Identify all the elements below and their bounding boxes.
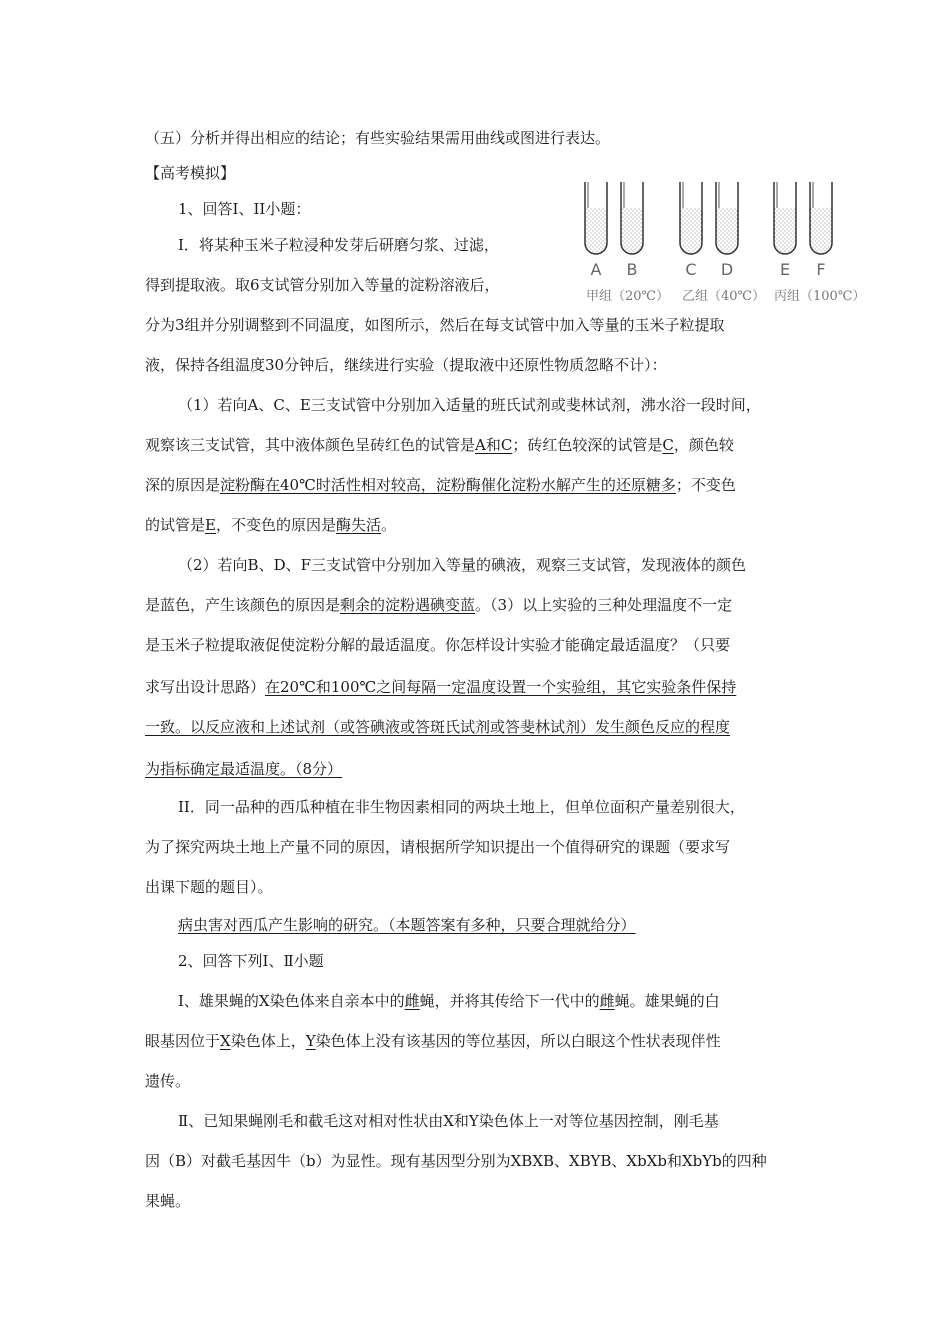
text-span: 眼基因位于 [145,1032,221,1050]
text-span: 观察该三支试管，其中液体颜色呈砖红色的试管是 [145,436,476,454]
group-label: 甲组（20℃） [586,289,670,304]
paragraph-line: 出课下题的题目）。 [145,878,273,896]
text-span: ；不变色 [675,476,736,494]
answer-blank: 雌 [404,992,420,1010]
text-span: 蝇，并将其传给下一代中的 [419,992,600,1010]
text-span: Ⅰ、雄果蝇的X染色体来自亲本中的 [178,992,405,1010]
tube-label-C: C [685,260,697,279]
text-span: 的试管是 [145,516,206,534]
answer-blank: X [220,1032,231,1050]
paragraph-line: 分为3组并分别调整到不同温度，如图所示，然后在每支试管中加入等量的玉米子粒提取 [145,316,725,334]
tube-label-F: F [816,260,826,279]
question-1-heading: 1、回答I、II小题： [178,200,311,218]
test-tube-F [810,182,832,254]
tube-label-A: A [590,260,602,279]
answer-blank: Y [305,1032,316,1050]
paragraph-line: 遗传。 [145,1072,191,1090]
answer-blank: 雌 [599,992,615,1010]
paragraph-line [145,1030,721,1052]
paragraph-line: 因（B）对截毛基因牛（b）为显性。现有基因型分别为XBXB、XBYB、XbXb和XbYb的四种 [145,1152,767,1170]
paragraph-line: I．将某种玉米子粒浸种发芽后研磨匀浆、过滤， [178,236,499,254]
text-span: 求写出设计思路） [145,678,266,696]
paragraph-line [145,594,732,616]
text-span: 深的原因是 [145,476,221,494]
text-span: ；砖红色较深的试管是 [512,436,663,454]
paragraph-line [145,514,396,536]
test-tube-D [716,182,738,254]
answer-blank: E [205,516,216,534]
group-label: 乙组（40℃） [682,289,766,304]
answer-blank: A和C [475,436,513,454]
paragraph-line: 得到提取液。取6支试管分别加入等量的淀粉溶液后， [145,276,500,294]
answer-blank: 淀粉酶在40℃时活性相对较高，淀粉酶催化淀粉水解产生的还原糖多 [220,476,676,494]
test-tube-A [585,182,607,254]
answer-line: 为指标确定最适温度。（8分） [145,760,343,778]
answer-line: 一致。以反应液和上述试剂（或答碘液或答斑氏试剂或答斐林试剂）发生颜色反应的程度 [145,718,731,736]
paragraph-line [145,434,734,456]
text-span: ，颜色较 [673,436,734,454]
section-heading: 【高考模拟】 [145,164,236,182]
test-tube-C [680,182,702,254]
paragraph-line: 为了探究两块土地上产量不同的原因，请根据所学知识提出一个值得研究的课题（要求写 [145,838,731,856]
answer-blank: C [662,436,674,454]
test-tube-E [774,182,796,254]
paragraph-line [178,990,720,1012]
answer-blank: 在20℃和100℃之间每隔一定温度设置一个实验组，其它实验条件保持 [265,678,737,696]
text-span: 。 [381,516,397,534]
tube-label-B: B [626,260,638,279]
text-span: 是蓝色，产生该颜色的原因是 [145,596,341,614]
answer-line: 病虫害对西瓜产生影响的研究。（本题答案有多种，只要合理就给分） [178,916,636,934]
question-2-heading: 2、回答下列Ⅰ、Ⅱ小题 [178,952,324,970]
paragraph-line: 是玉米子粒提取液促使淀粉分解的最适温度。你怎样设计实验才能确定最适温度？（只要 [145,636,731,654]
paragraph-line: 果蝇。 [145,1192,191,1210]
tube-liquid [810,208,832,254]
paragraph-line: II．同一品种的西瓜种植在非生物因素相同的两块土地上，但单位面积产量差别很大， [178,798,745,816]
tube-liquid [774,208,796,254]
paragraph-line: 液，保持各组温度30分钟后，继续进行实验（提取液中还原性物质忽略不计）： [145,356,667,374]
paragraph-line [145,474,736,496]
answer-blank: 酶失活 [335,516,381,534]
group-label: 丙组（100℃） [774,289,866,304]
text-span: ，不变色的原因是 [215,516,336,534]
paragraph-line: Ⅱ、已知果蝇刚毛和截毛这对相对性状由X和Y染色体上一对等位基因控制，刚毛基 [178,1112,719,1130]
test-tube-diagram [578,176,878,311]
step-five-text: （五）分析并得出相应的结论；有些实验结果需用曲线或图进行表达。 [145,129,611,147]
tube-label-E: E [779,260,791,279]
test-tube-B [621,182,643,254]
answer-blank: 剩余的淀粉遇碘变蓝 [340,596,476,614]
text-span: 染色体上没有该基因的等位基因，所以白眼这个性状表现伴性 [315,1032,721,1050]
tube-liquid [680,208,702,254]
paragraph-line [145,676,736,698]
tube-label-D: D [720,260,734,279]
test-tube-figure [578,176,878,311]
tube-liquid [716,208,738,254]
paragraph-line: （2）若向B、D、F三支试管中分别加入等量的碘液，观察三支试管，发现液体的颜色 [178,556,747,574]
text-span: 。（3）以上实验的三种处理温度不一定 [475,596,733,614]
tube-liquid [585,208,607,254]
text-span: 染色体上， [230,1032,306,1050]
paragraph-line: （1）若向A、C、E三支试管中分别加入适量的班氏试剂或斐林试剂，沸水浴一段时间， [178,396,761,414]
text-span: 蝇。雄果蝇的白 [614,992,720,1010]
tube-liquid [621,208,643,254]
